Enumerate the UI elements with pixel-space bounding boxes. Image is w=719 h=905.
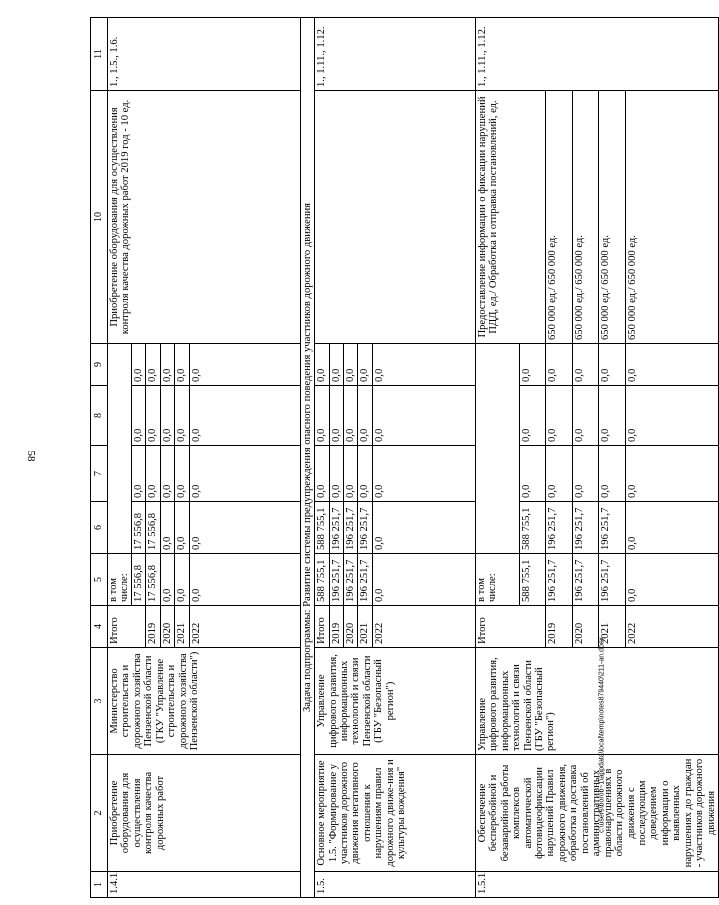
value-cell: 196 251,7 xyxy=(343,554,357,606)
value-cell: 0,0 xyxy=(160,344,174,386)
col-num-5: 5 xyxy=(91,554,108,606)
value-cell: 0,0 xyxy=(546,386,573,446)
value-cell: 0,0 xyxy=(572,344,599,386)
value-cell: 0,0 xyxy=(372,344,475,386)
value-cell: 196 251,7 xyxy=(329,554,343,606)
year-cell: 2022 xyxy=(189,606,300,648)
sub-header-filler xyxy=(475,344,519,554)
year-cell: Итого xyxy=(108,606,146,648)
value-cell: 0,0 xyxy=(599,344,626,386)
col-num-10: 10 xyxy=(91,91,108,344)
value-cell: 0,0 xyxy=(315,446,329,502)
value-cell: 196 251,7 xyxy=(358,502,372,554)
col-num-9: 9 xyxy=(91,344,108,386)
measure-name: Основное мероприятие 1.5. "Формирование у участников дорожного движения негативного отношения к нарушениям правил дорожного движе-ния и культуры вождения" xyxy=(315,755,476,872)
task-row xyxy=(300,18,314,898)
value-cell: 0,0 xyxy=(572,386,599,446)
year-cell: 2020 xyxy=(343,606,357,648)
sub-header-filler xyxy=(108,344,132,554)
value-cell: 0,0 xyxy=(175,344,189,386)
value-cell: 0,0 xyxy=(599,446,626,502)
col-num-4: 4 xyxy=(91,606,108,648)
footer-file-path xyxy=(595,585,609,885)
value-cell: 0,0 xyxy=(546,344,573,386)
value-cell: 0,0 xyxy=(175,554,189,606)
value-cell: 0,0 xyxy=(626,554,719,606)
year-cell: 2020 xyxy=(160,606,174,648)
year-cell: 2021 xyxy=(175,606,189,648)
value-cell: 0,0 xyxy=(175,386,189,446)
value-cell: 0,0 xyxy=(519,386,546,446)
row-number: 1.5. xyxy=(315,872,476,898)
year-cell: 2020 xyxy=(572,606,599,648)
value-cell: 0,0 xyxy=(329,386,343,446)
value-cell: 0,0 xyxy=(343,386,357,446)
value-cell: 0,0 xyxy=(189,554,300,606)
value-cell: 196 251,7 xyxy=(599,502,626,554)
value-cell: 0,0 xyxy=(519,446,546,502)
value-cell: 0,0 xyxy=(160,554,174,606)
year-cell: 2019 xyxy=(329,606,343,648)
col-num-8: 8 xyxy=(91,386,108,446)
value-cell: 0,0 xyxy=(329,446,343,502)
value-cell: 0,0 xyxy=(131,344,145,386)
expected-result: Приобретение оборудования для осуществления контроля качества дорожных работ 2019 год - 10 ед. xyxy=(108,91,301,344)
value-cell: 0,0 xyxy=(372,446,475,502)
col-num-1: 1 xyxy=(91,872,108,898)
value-cell: 0,0 xyxy=(160,386,174,446)
value-cell: 196 251,7 xyxy=(546,554,573,606)
page-number: 58 xyxy=(25,450,37,462)
value-cell: 0,0 xyxy=(358,344,372,386)
value-cell: 0,0 xyxy=(131,386,145,446)
value-cell: 588 755,1 xyxy=(519,502,546,554)
executor: Управление цифрового развития, информационных технологий и связи Пензенской области (ГБУ "Безопасный регион") xyxy=(315,648,476,755)
value-cell: 17 556,8 xyxy=(146,554,160,606)
indicators: 1., 1.5., 1.6. xyxy=(108,18,301,91)
measure-name: Обеспечение бесперебойной и безаварийной работы комплексов автоматической фотовидеофиксации нарушений Правил дорожного движения, обработка и доставка постановлений об административных правонарушениях в области дорожного движения с последующим доведением информации о выявленных нарушениях до граждан - участников дорожного движения xyxy=(475,755,718,872)
value-cell: 0,0 xyxy=(626,502,719,554)
result-value: 650 000 ед./ 650 000 ед. xyxy=(546,91,573,344)
value-cell: 588 755,1 xyxy=(315,554,329,606)
value-cell: 196 251,7 xyxy=(599,554,626,606)
value-cell: 0,0 xyxy=(343,344,357,386)
table-row xyxy=(475,18,519,898)
value-cell: 0,0 xyxy=(626,386,719,446)
executor: Управление цифрового развития, информационных технологий и связи Пензенской области (ГБУ "Безопасный регион") xyxy=(475,648,718,755)
value-cell: 0,0 xyxy=(175,446,189,502)
expected-result xyxy=(315,91,476,344)
col-num-2: 2 xyxy=(91,755,108,872)
value-cell: 0,0 xyxy=(626,344,719,386)
value-cell: 0,0 xyxy=(146,344,160,386)
value-cell: 0,0 xyxy=(358,446,372,502)
value-cell: 196 251,7 xyxy=(343,502,357,554)
indicators: 1., 1.11., 1.12. xyxy=(315,18,476,91)
indicators: 1., 1.11., 1.12. xyxy=(475,18,718,91)
value-cell: 0,0 xyxy=(372,554,475,606)
column-number-row xyxy=(91,18,108,898)
program-measures-table xyxy=(90,17,719,898)
col-num-3: 3 xyxy=(91,648,108,755)
value-cell: 0,0 xyxy=(372,502,475,554)
year-cell: 2021 xyxy=(358,606,372,648)
col-num-7: 7 xyxy=(91,446,108,502)
value-cell: 0,0 xyxy=(189,446,300,502)
value-cell: 0,0 xyxy=(599,386,626,446)
col-num-11: 11 xyxy=(91,18,108,91)
subprogram-task: Задача подпрограммы: Развитие системы предупреждения опасного поведения участников дорожного движения xyxy=(300,18,314,898)
value-cell: 0,0 xyxy=(131,446,145,502)
value-cell: 0,0 xyxy=(572,446,599,502)
value-cell: 0,0 xyxy=(189,344,300,386)
footer-path-text: c:\users\borob~1\appdata\local\temp\notes879440\211-an.docx xyxy=(598,637,606,833)
value-cell: 0,0 xyxy=(329,344,343,386)
value-cell: 0,0 xyxy=(315,344,329,386)
value-cell: 0,0 xyxy=(343,446,357,502)
expected-result: Предоставление информации о фиксации нарушений ПДД, ед./ Обработка и отправка постановлений, ед. xyxy=(475,91,545,344)
rotated-table-container xyxy=(90,18,717,898)
value-cell: 17 556,8 xyxy=(146,502,160,554)
result-value: 650 000 ед./ 650 000 ед. xyxy=(572,91,599,344)
value-cell: 196 251,7 xyxy=(358,554,372,606)
year-cell: 2022 xyxy=(626,606,719,648)
executor: Министерство строительства и дорожного хозяйства Пензенской области (ГКУ "Управление строительства и дорожного хозяйства Пензенской области") xyxy=(108,648,301,755)
value-cell: 0,0 xyxy=(372,386,475,446)
value-cell: 588 755,1 xyxy=(519,554,546,606)
col-num-6: 6 xyxy=(91,502,108,554)
year-cell: 2022 xyxy=(372,606,475,648)
year-cell: Итого xyxy=(315,606,329,648)
value-cell: 0,0 xyxy=(160,502,174,554)
year-cell: 2019 xyxy=(146,606,160,648)
result-value: 650 000 ед./ 650 000 ед. xyxy=(599,91,626,344)
value-cell: 588 755,1 xyxy=(315,502,329,554)
value-cell: 0,0 xyxy=(519,344,546,386)
year-cell: 2021 xyxy=(599,606,626,648)
result-value: 650 000 ед./ 650 000 ед. xyxy=(626,91,719,344)
value-cell: 0,0 xyxy=(146,386,160,446)
value-cell: 196 251,7 xyxy=(546,502,573,554)
value-cell: 0,0 xyxy=(146,446,160,502)
value-cell: 196 251,7 xyxy=(572,554,599,606)
sub-header: в том числе: xyxy=(475,554,519,606)
value-cell: 0,0 xyxy=(175,502,189,554)
value-cell: 0,0 xyxy=(358,386,372,446)
year-cell: 2019 xyxy=(546,606,573,648)
value-cell: 0,0 xyxy=(189,386,300,446)
value-cell: 196 251,7 xyxy=(572,502,599,554)
value-cell: 0,0 xyxy=(189,502,300,554)
value-cell: 17 556,8 xyxy=(131,502,145,554)
value-cell: 0,0 xyxy=(160,446,174,502)
value-cell: 196 251,7 xyxy=(329,502,343,554)
sub-header: в том числе: xyxy=(108,554,132,606)
value-cell: 0,0 xyxy=(546,446,573,502)
year-cell: Итого xyxy=(475,606,545,648)
table-row xyxy=(315,18,329,898)
row-number: 1.4.1. xyxy=(108,872,301,898)
row-number: 1.5.1. xyxy=(475,872,718,898)
measure-name: Приобретение оборудования для осуществления контроля качества дорожных работ xyxy=(108,755,301,872)
table-row xyxy=(108,18,132,898)
value-cell: 0,0 xyxy=(626,446,719,502)
value-cell: 17 556,8 xyxy=(131,554,145,606)
value-cell: 0,0 xyxy=(315,386,329,446)
